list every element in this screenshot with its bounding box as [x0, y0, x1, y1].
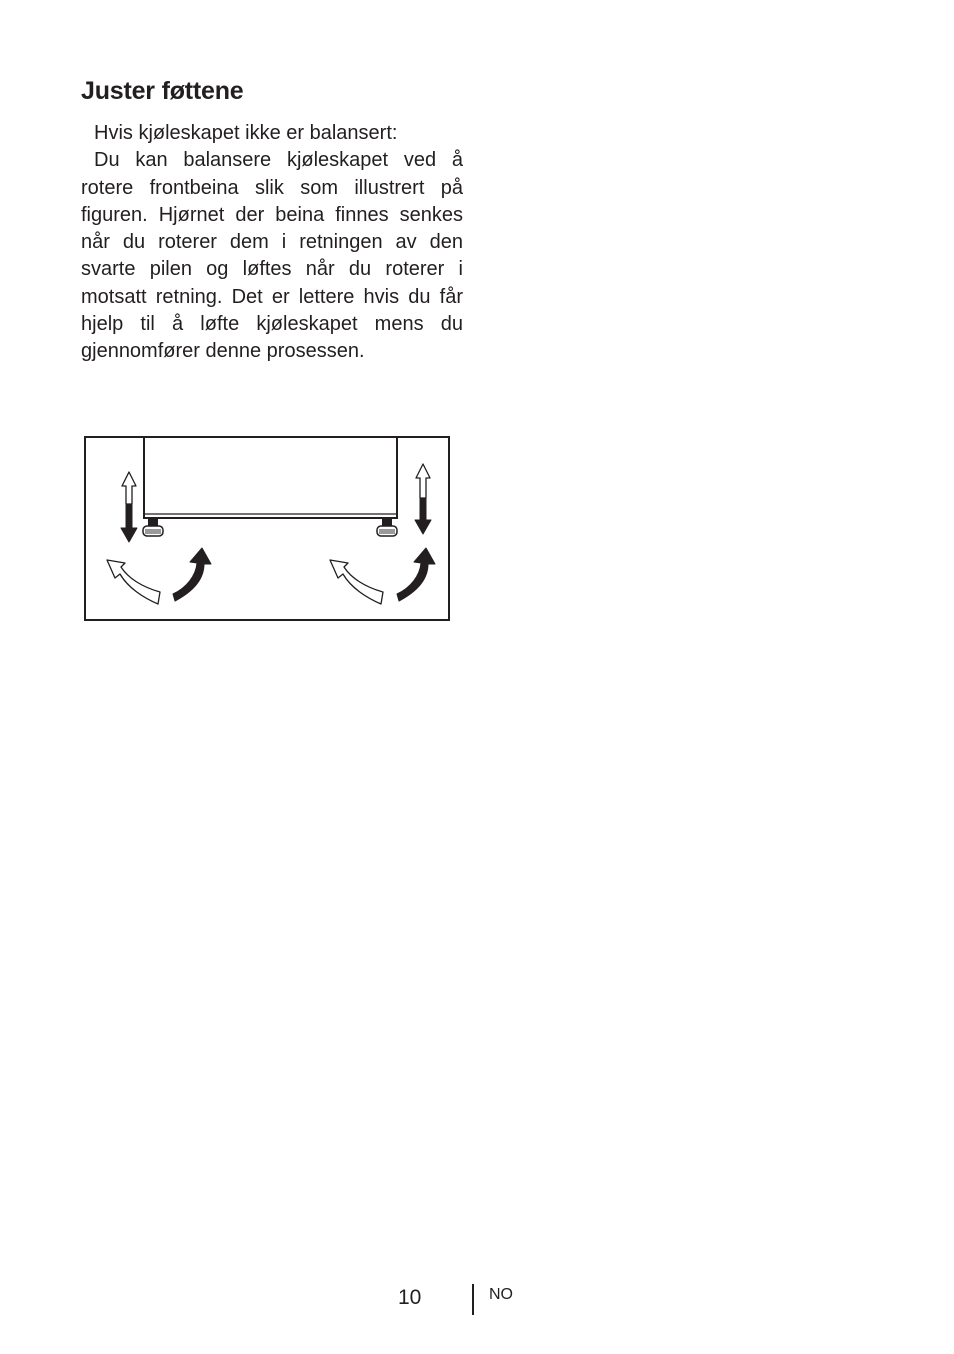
paragraph-intro: Hvis kjøleskapet ikke er balansert:	[94, 122, 398, 144]
leveling-feet-illustration	[84, 436, 450, 621]
language-code: NO	[489, 1286, 513, 1303]
paragraph-instructions: Du kan balansere kjøleskapet ved å rotere frontbeina slik som illustrert på figuren. Hjørnet der beina finnes senkes når du roterer dem i retningen av den svarte pilen og løftes når du roterer i motsatt retning. Det er lettere hvis du får hjelp til å løfte kjøleskapet mens du gjennomfører denne prosessen.	[81, 149, 463, 363]
instructions-text	[81, 120, 463, 366]
section-title: Juster føttene	[81, 77, 244, 105]
footer-divider	[472, 1284, 474, 1315]
page-number: 10	[398, 1286, 422, 1309]
